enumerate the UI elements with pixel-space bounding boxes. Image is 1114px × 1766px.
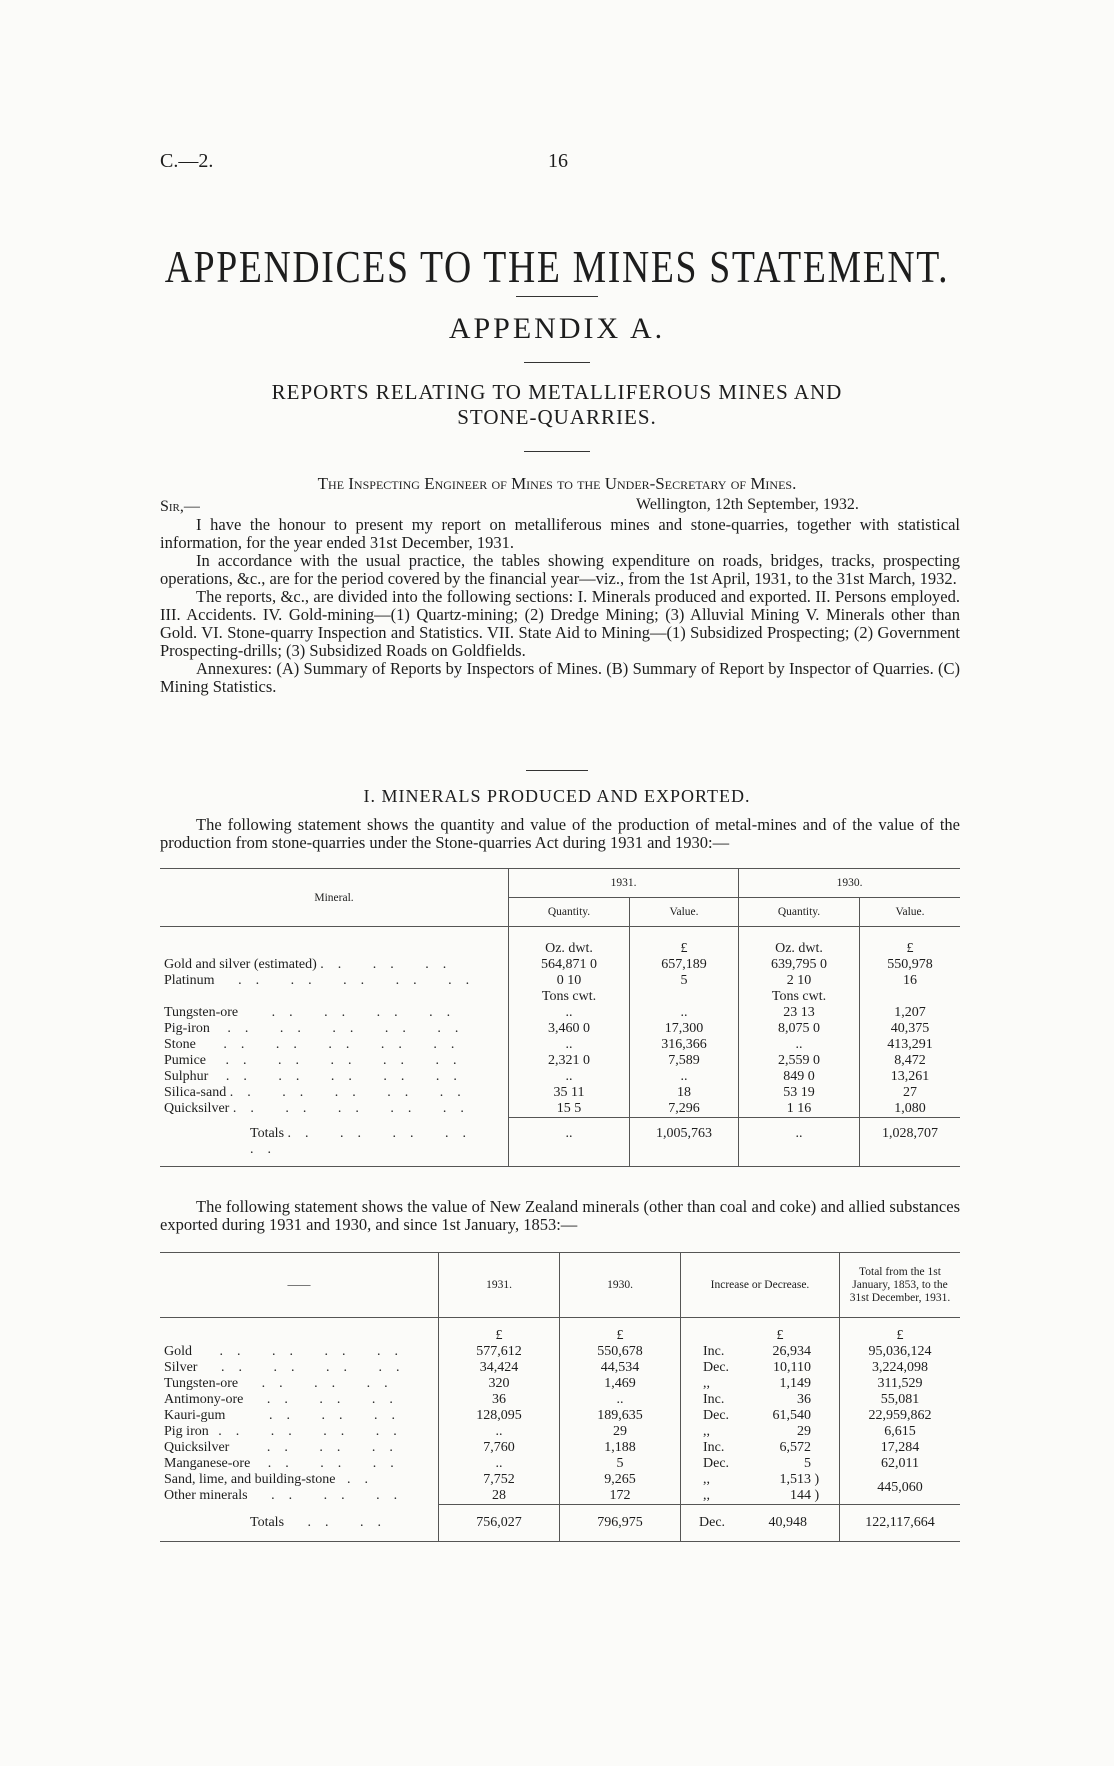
cell: 7,760 (483, 1440, 515, 1455)
cell: 6,615 (884, 1424, 916, 1439)
cell: .. (495, 1424, 503, 1439)
unit-label: £ (906, 941, 914, 956)
cell: 17,284 (880, 1440, 920, 1455)
table-row (685, 1424, 835, 1440)
cell: 657,189 (661, 957, 707, 972)
col-header-total: Total from the 1st January, 1853, to the 31st December, 1931. (840, 1253, 961, 1318)
cell: 55,081 (880, 1392, 920, 1407)
reports-heading-line-2: STONE-QUARRIES. (457, 405, 657, 429)
production-table (160, 868, 960, 1167)
cell: 796,975 (560, 1505, 681, 1542)
col-header-increase-decrease: Increase or Decrease. (681, 1253, 840, 1318)
cell: 0 10 (556, 973, 582, 988)
cell: 40,375 (890, 1021, 930, 1036)
paragraph: The following statement shows the value of New Zealand minerals (other than coal and coke) and allied substances exported during 1931 and 1930, and since 1st January, 1853:— (160, 1197, 960, 1234)
direction: Dec. (703, 1408, 730, 1423)
col-1930 (560, 1318, 681, 1505)
cell: 44,534 (600, 1360, 640, 1375)
table-row: Sulphur .. .. .. .. .. (164, 1069, 471, 1084)
table-row (685, 1440, 835, 1456)
cell: 172 (609, 1488, 631, 1503)
totals-label-cell: Totals .. .. .. .. .. (250, 1125, 481, 1157)
cell: .. (739, 1118, 860, 1167)
cell: 311,529 (877, 1376, 923, 1391)
totals-row (160, 1118, 960, 1167)
cell: 1,005,763 (630, 1118, 739, 1167)
unit-label: Oz. dwt. (545, 941, 593, 956)
divider (526, 770, 588, 771)
cell: 26,934 (772, 1344, 811, 1359)
col-quantity-1931 (509, 927, 630, 1118)
col-value-1931 (630, 927, 739, 1118)
cell: 144 (790, 1488, 811, 1503)
table-row: Platinum .. .. .. .. .. (164, 973, 484, 988)
mineral-name: Kauri-gum (164, 1408, 226, 1423)
col-increase-decrease (681, 1318, 840, 1505)
direction: ,, (703, 1424, 710, 1439)
table-row: Quicksilver .. .. .. (164, 1440, 407, 1455)
table-row (685, 1488, 835, 1504)
unit-label: Oz. dwt. (775, 941, 823, 956)
reports-heading (0, 380, 1114, 430)
cell: 36 (492, 1392, 506, 1407)
mineral-names (160, 927, 509, 1118)
cell: 564,871 0 (541, 957, 597, 972)
table-row: Tungsten-ore .. .. .. (164, 1376, 402, 1391)
col-header-quantity: Quantity. (509, 898, 630, 927)
direction: Inc. (703, 1344, 725, 1359)
cell: 16 (903, 973, 917, 988)
table-row (685, 1456, 835, 1472)
cell: 10,110 (773, 1360, 811, 1375)
mineral-name: Antimony-ore (164, 1392, 244, 1407)
cell: 35 11 (553, 1085, 585, 1100)
direction: Dec. (703, 1360, 730, 1375)
cell: 1,028,707 (860, 1118, 961, 1167)
mineral-name: Pumice (164, 1053, 206, 1068)
mineral-name: Manganese-ore (164, 1456, 251, 1471)
cell: 3,224,098 (872, 1360, 928, 1375)
cell: 320 (488, 1376, 510, 1391)
cell: 13,261 (890, 1069, 930, 1084)
cell: 316,366 (661, 1037, 707, 1052)
table-row: Silver .. .. .. .. (164, 1360, 414, 1375)
cell: 8,472 (894, 1053, 926, 1068)
table-row (685, 1408, 835, 1424)
letter-address: The Inspecting Engineer of Mines to the Under-Secretary of Mines. (317, 474, 797, 493)
cell: 1,469 (604, 1376, 636, 1391)
mineral-name: Quicksilver (164, 1101, 230, 1116)
section-heading: I. MINERALS PRODUCED AND EXPORTED. (363, 786, 751, 806)
page-title: APPENDICES TO THE MINES STATEMENT. (164, 241, 950, 292)
table-row (685, 1376, 835, 1392)
col-header-blank: —— (287, 1279, 311, 1291)
cell: 1,080 (894, 1101, 926, 1116)
unit-label: Tons cwt. (541, 989, 597, 1004)
cell: 189,635 (597, 1408, 643, 1423)
intro-paragraph-2 (160, 1198, 960, 1234)
col-header-value: Value. (860, 898, 961, 927)
cell: .. (495, 1456, 503, 1471)
col-header-mineral: Mineral. (314, 891, 354, 904)
cell: 2 10 (786, 973, 812, 988)
col-header-1931: 1931. (439, 1253, 560, 1318)
table-row (685, 1472, 835, 1488)
table-row: Pumice .. .. .. .. .. (164, 1053, 471, 1068)
totals-row (160, 1505, 960, 1542)
table-row: Silica-sand .. .. .. .. .. (164, 1085, 475, 1100)
table-row (685, 1392, 835, 1408)
table-row: Pig-iron .. .. .. .. .. (164, 1021, 473, 1036)
brace: ) (814, 1472, 820, 1487)
unit-label: £ (495, 1328, 503, 1343)
cell: 122,117,664 (840, 1505, 961, 1542)
cell: 34,424 (479, 1360, 519, 1375)
table-row: Other minerals .. .. .. (164, 1488, 412, 1503)
cell: .. (565, 1037, 573, 1052)
cell: .. (795, 1037, 803, 1052)
unit-label: £ (896, 1328, 904, 1343)
cell: 40,948 (768, 1515, 807, 1530)
direction: Inc. (703, 1440, 725, 1455)
col-total (840, 1318, 961, 1505)
cell: 28 (492, 1488, 506, 1503)
unit-label: £ (680, 941, 688, 956)
cell: 550,978 (887, 957, 933, 972)
letter-body (160, 516, 960, 696)
table-row: Gold .. .. .. .. (164, 1344, 412, 1359)
cell: 95,036,124 (868, 1344, 932, 1359)
cell: 53 19 (783, 1085, 815, 1100)
table-row: Tungsten-ore .. .. .. .. (164, 1005, 465, 1020)
cell: 1,513 (779, 1472, 811, 1487)
cell: 62,011 (881, 1456, 919, 1471)
cell: 7,752 (483, 1472, 515, 1487)
cell: 5 (680, 973, 688, 988)
cell: 1,149 (779, 1376, 811, 1391)
cell: 550,678 (597, 1344, 643, 1359)
cell: 756,027 (439, 1505, 560, 1542)
table-row: Quicksilver .. .. .. .. .. (164, 1101, 478, 1116)
cell: .. (616, 1392, 624, 1407)
mineral-name: Gold and silver (estimated) (164, 957, 317, 972)
cell: 9,265 (604, 1472, 636, 1487)
table-row: Stone .. .. .. .. .. (164, 1037, 469, 1052)
unit-label: £ (616, 1328, 624, 1343)
cell: 8,075 0 (778, 1021, 820, 1036)
cell: 445,060 (877, 1480, 923, 1495)
cell: 577,612 (476, 1344, 522, 1359)
paragraph: In accordance with the usual practice, the tables showing expenditure on roads, bridges, tracks, prospecting operations, &c., are for the period covered by the financial year—viz., from the 1st April, 1931, to the 31st March, 1932. (160, 551, 960, 588)
table-row: Pig iron .. .. .. .. (164, 1424, 411, 1439)
paragraph: Annexures: (A) Summary of Reports by Inspectors of Mines. (B) Summary of Report by Inspector of Quarries. (C) Mining Statistics. (160, 659, 960, 696)
mineral-name: Stone (164, 1037, 196, 1052)
cell: 29 (797, 1424, 811, 1439)
page-number: 16 (548, 150, 568, 172)
divider (524, 362, 590, 363)
document-code: C.—2. (160, 150, 214, 172)
cell: 2,559 0 (778, 1053, 820, 1068)
cell: 128,095 (476, 1408, 522, 1423)
unit-label: Tons cwt. (771, 989, 827, 1004)
direction: ,, (703, 1488, 710, 1503)
cell: 3,460 0 (548, 1021, 590, 1036)
direction: Dec. (703, 1456, 730, 1471)
mineral-name: Tungsten-ore (164, 1005, 239, 1020)
cell: 61,540 (772, 1408, 811, 1423)
table-row (685, 1360, 835, 1376)
letter-date: Wellington, 12th September, 1932. (636, 496, 859, 513)
cell: 639,795 0 (771, 957, 827, 972)
totals-label: Totals (250, 1125, 285, 1141)
mineral-name: Other minerals (164, 1488, 248, 1503)
brace: ) (814, 1488, 820, 1503)
cell: .. (680, 1005, 688, 1020)
mineral-name: Sulphur (164, 1069, 209, 1084)
cell: 17,300 (664, 1021, 704, 1036)
cell: 18 (677, 1085, 691, 1100)
divider (524, 451, 590, 452)
cell: 22,959,862 (868, 1408, 932, 1423)
cell: 1,188 (604, 1440, 636, 1455)
mineral-name: Silica-sand (164, 1085, 227, 1100)
cell: 1,207 (894, 1005, 926, 1020)
cell: 15 5 (556, 1101, 582, 1116)
table-row (685, 1344, 835, 1360)
cell: .. (680, 1069, 688, 1084)
table-row: Sand, lime, and building-stone .. (164, 1472, 382, 1487)
col-header-1930: 1930. (739, 869, 961, 898)
cell: 6,572 (779, 1440, 811, 1455)
salutation: Sir,— (160, 498, 200, 515)
mineral-name: Tungsten-ore (164, 1376, 239, 1391)
cell: .. (565, 1005, 573, 1020)
col-header-quantity: Quantity. (739, 898, 860, 927)
col-quantity-1930 (739, 927, 860, 1118)
table-row: Manganese-ore .. .. .. (164, 1456, 408, 1471)
mineral-name: Gold (164, 1344, 192, 1359)
cell: .. (509, 1118, 630, 1167)
direction: ,, (703, 1376, 710, 1391)
cell: 27 (903, 1085, 917, 1100)
col-header-value: Value. (630, 898, 739, 927)
mineral-name: Platinum (164, 973, 215, 988)
cell: 1 16 (786, 1101, 812, 1116)
paragraph: I have the honour to present my report on metalliferous mines and stone-quarries, together with statistical information, for the year ended 31st December, 1931. (160, 515, 960, 552)
col-1931 (439, 1318, 560, 1505)
mineral-name: Silver (164, 1360, 198, 1375)
unit-label: £ (776, 1328, 784, 1343)
cell: 413,291 (887, 1037, 933, 1052)
paragraph: The reports, &c., are divided into the following sections: I. Minerals produced and exported. II. Persons employed. III. Accidents. IV. Gold-mining—(1) Quartz-mining; (2) Dredge Mining; (3) Alluvial Mining V. Minerals other than Gold. VI. Stone-quarry Inspection and Statistics. VII. State Aid to Mining—(1) Subsidized Prospecting; (2) Government Prospecting-drills; (3) Subsidized Roads on Goldfields. (160, 587, 960, 660)
cell: 36 (797, 1392, 811, 1407)
table-row: Gold and silver (estimated) .. .. .. (164, 957, 461, 972)
cell: 7,589 (668, 1053, 700, 1068)
cell: 29 (613, 1424, 627, 1439)
direction: ,, (703, 1472, 710, 1487)
mineral-names (160, 1318, 439, 1505)
mineral-name: Pig-iron (164, 1021, 210, 1036)
cell: 2,321 0 (548, 1053, 590, 1068)
col-header-1930: 1930. (560, 1253, 681, 1318)
mineral-name: Quicksilver (164, 1440, 230, 1455)
totals-label: Totals (250, 1514, 285, 1530)
paragraph: The following statement shows the quantity and value of the production of metal-mines and of the value of the production from stone-quarries under the Stone-quarries Act during 1931 and 1930:— (160, 815, 960, 852)
col-header-1931: 1931. (509, 869, 739, 898)
mineral-name: Pig iron (164, 1424, 209, 1439)
cell: 7,296 (668, 1101, 700, 1116)
appendix-heading: APPENDIX A. (448, 312, 666, 345)
totals-incdec (681, 1505, 840, 1542)
direction: Inc. (703, 1392, 725, 1407)
reports-heading-line-1: REPORTS RELATING TO METALLIFEROUS MINES AND (271, 380, 843, 404)
cell: 23 13 (783, 1005, 815, 1020)
mineral-name: Sand, lime, and building-stone (164, 1472, 336, 1487)
intro-paragraph-1 (160, 816, 960, 852)
cell: 5 (804, 1456, 811, 1471)
cell: 5 (616, 1456, 624, 1471)
table-row: Antimony-ore .. .. .. (164, 1392, 407, 1407)
cell: 849 0 (783, 1069, 815, 1084)
direction: Dec. (699, 1515, 726, 1530)
divider (516, 296, 598, 297)
table-row: Kauri-gum .. .. .. (164, 1408, 409, 1423)
col-value-1930 (860, 927, 961, 1118)
exports-table (160, 1252, 960, 1542)
totals-label-cell: Totals .. .. (250, 1514, 396, 1530)
cell: .. (565, 1069, 573, 1084)
